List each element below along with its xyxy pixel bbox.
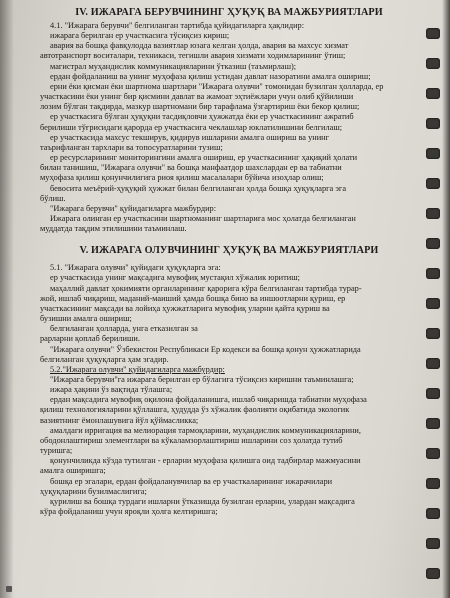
section-4-line: "Ижарага берувчи" қуйидагиларга мажбурдир: (50, 203, 217, 213)
section-4-line: ижарага берилган ер участкасига тўсиқсиз кириш; (50, 31, 230, 41)
section-4-line: ер участкасига бўлган ҳуқуқни тасдиқловчи ҳужжатда ёки ер участкасининг ажратиб (50, 112, 354, 122)
section-5-line: ер участкасида унинг мақсадига мувофиқ мустақил хўжалик юритиш; (50, 273, 300, 283)
section-5-line: белгиланган ҳолларда, унга етказилган за (50, 324, 198, 334)
section-4-line: билан танишиш, "Ижарага олувчи" ва бошқа манфаатдор шахслардан ер ва табиатни (40, 163, 342, 173)
section-5-line: "Ижарага олувчи" Ўзбекистон Республикаси Ер кодекси ва бошқа қонун ҳужжатларида (50, 344, 361, 354)
section-4-line: магистрал муҳандислик коммуникацияларини ўтказиш (таъмирлаш); (50, 61, 297, 71)
section-4-line: ерни ёки қисман ёки шартнома шартлари "Ижарага олувчи" томонидан бузилган ҳолларда, ер (50, 81, 384, 91)
page-edge-shadow-right (442, 0, 450, 598)
section-5-line: қилиш технологияларини қўллашга, ҳудудда ўз хўжалик фаолияти оқибатида экологик (40, 405, 350, 415)
section-5-line: 5.2."Ижарага олувчи" қуйидагиларга мажбурдир: (50, 364, 225, 374)
binder-hole (426, 568, 440, 579)
section-5-line: қурилиш ва бошқа турдаги ишларни ўтказишда бузилган ерларни, улардан мақсадига (50, 496, 355, 506)
binder-hole (426, 448, 440, 459)
corner-mark (6, 586, 12, 592)
section-5-line: вазиятнинг ёмонлашувига йўл қўймасликка; (40, 415, 199, 425)
section-5-line: ердан мақсадига мувофиқ оқилона фойдаланишга, ишлаб чиқаришда табиатни муҳофаза (50, 395, 367, 405)
binder-hole (426, 358, 440, 369)
section-5-line: маҳаллий давлат ҳокимияти органларининг қарорига кўра белгиланган тартибда турар- (50, 283, 362, 293)
section-4-title: IV. ИЖАРАГА БЕРУВЧИНИНГ ҲУҚУҚ ВА МАЖБУРИЯТЛАРИ (75, 7, 383, 18)
binder-hole (426, 328, 440, 339)
section-5-line: бошқа ер эгалари, ердан фойдаланувчилар ва ер участкаларининг ижарачилари (50, 476, 333, 486)
section-5-line: ҳуқуқларини бузилмаслигига; (40, 486, 147, 496)
binder-hole (426, 178, 440, 189)
section-5-line: амалга оширишга; (40, 466, 106, 476)
page-edge-shadow-left (0, 0, 14, 598)
binder-hole (426, 148, 440, 159)
section-5-title: V. ИЖАРАГА ОЛУВЧИНИНГ ҲУҚУҚ ВА МАЖБУРИЯТЛАРИ (79, 245, 379, 257)
section-4-line: авария ва бошқа фавқулодда вазиятлар юзага келган ҳолда, авария ва махсус хизмат (50, 41, 349, 51)
binder-hole (426, 388, 440, 399)
binder-hole (426, 268, 440, 279)
section-5-line: амалдаги ирригация ва мелиорация тармоқларини, муҳандислик коммуникацияларини, (50, 425, 361, 435)
section-5-line: қонунчиликда кўзда тутилган - ерларни муҳофаза қилишга оид тадбирлар мажмуасини (50, 456, 361, 466)
section-4-line: участкасини ёки унинг бир қисмини давлат ва жамоат эҳтиёжлари учун олиб қўйилиши (40, 92, 354, 102)
document-text (40, 6, 418, 517)
section-4-line: 4.1. "Ижарага берувчи" белгиланган тартибда қуйидагиларга ҳақлидир: (50, 21, 305, 30)
section-5-line: кўра фойдаланиш учун яроқли ҳолга келтиришга; (40, 507, 218, 517)
section-5-line: "Ижарага берувчи"га ижарага берилган ер бўлагига тўсиқсиз киришни таъминлашга; (50, 375, 354, 384)
section-4-line: ердан фойдаланиш ва унинг муҳофаза қилиш устидан давлат назоратини амалга ошириш; (50, 71, 371, 81)
section-4-line: ер участкасида махсус текширув, қидирув ишларини амалга ошириш ва унинг (50, 132, 330, 142)
binder-hole (426, 88, 440, 99)
section-4-line: автотранспорт воситалари, техникаси, тегишли авария хизмати ходимларининг ўтиш; (40, 51, 346, 61)
section-4-line: бевосита меъёрий-ҳуқуқий ҳужжат билан белгиланган ҳолда бошқа ҳуқуқларга эга (50, 183, 347, 193)
binder-hole (426, 58, 440, 69)
section-4-line: Ижарага олинган ер участкасини шартноманинг шартларига мос ҳолатда белгиланган (50, 213, 356, 223)
section-5-line: рарларни қоплаб берилиши. (40, 334, 140, 344)
binder-hole (426, 28, 440, 39)
binder-hole (426, 418, 440, 429)
section-5-line: жой, ишлаб чиқариш, маданий-маиший ҳамда бошқа бино ва иншоотларни қуриш, ер (40, 293, 346, 303)
binder-hole (426, 478, 440, 489)
section-5-line: участкасининг мақсади ва лойиҳа ҳужжатларига мувофиқ уларни қайта қуриш ва (40, 303, 330, 313)
binder-hole (426, 538, 440, 549)
section-4-line: муддатда тақдим этилишини таъминлаш. (40, 224, 187, 234)
section-5-line: туришга; (40, 446, 73, 456)
section-5-line: 5.1. "Ижарага олувчи" қуйидаги ҳуқуқларга эга: (50, 263, 221, 273)
binder-hole (426, 118, 440, 129)
binder-hole (426, 508, 440, 519)
section-4-line: ер ресурсларининг мониторингини амалга ошириш, ер участкасининг ҳақиқий ҳолати (50, 153, 358, 163)
section-4-line: бўлиш. (40, 193, 66, 203)
section-4-line: таърифланган тархлари ва топосуратларини тузиш; (40, 142, 223, 152)
section-5-line: белгиланган ҳуқуқларга ҳам эгадир. (40, 354, 169, 364)
binder-hole (426, 238, 440, 249)
section-5-line: ижара ҳақини ўз вақтида тўлашга; (50, 385, 173, 395)
section-5-line: ободонлаштириш элементлари ва кўкаламзорлаштириш ишларини соз ҳолатда тутиб (40, 435, 343, 445)
binder-hole (426, 208, 440, 219)
section-5-line: бузишни амалга ошириш; (40, 314, 132, 324)
section-4-line: берилиши тўғрисидаги қарорда ер участкасига чеклашлар юклатилишини белгилаш; (40, 122, 343, 132)
section-4-line: лозим бўлган тақдирда, мазкур шартномани бир тарафлама ўзгартириш ёки бекор қилиш; (40, 102, 360, 112)
binder-hole (426, 298, 440, 309)
section-4-line: муҳофаза қилиш қонунчилигига риоя қилиш масалалари бўйича изоҳлар олиш; (40, 173, 324, 183)
